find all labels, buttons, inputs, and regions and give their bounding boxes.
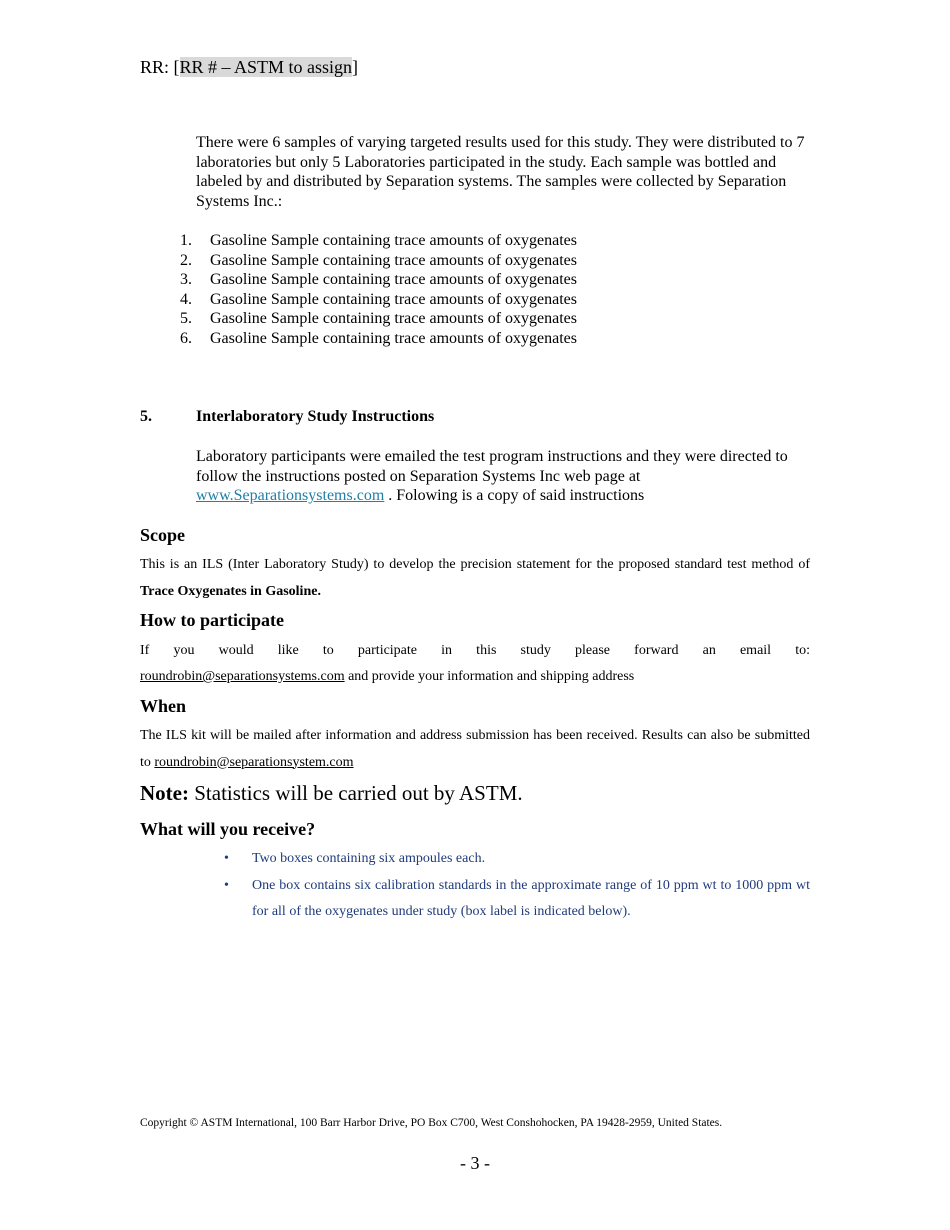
participate-line: If you would like to participate in this study please forward an email to:: [140, 643, 810, 658]
receive-list: [224, 846, 810, 926]
participate-heading: How to participate: [140, 610, 284, 630]
list-text: Gasoline Sample containing trace amounts of oxygenates: [210, 271, 578, 289]
section-text-after: . Folowing is a copy of said instructions: [384, 487, 645, 505]
bullet-icon: •: [224, 877, 229, 893]
participate-paragraph: [140, 664, 810, 691]
copyright-footer: Copyright © ASTM International, 100 Barr Harbor Drive, PO Box C700, West Conshohocken, PA 19428-2959, United States.: [140, 1117, 723, 1129]
scope-paragraph: [140, 552, 810, 605]
list-item: [180, 290, 577, 310]
participate-text-after: and provide your information and shipping address: [344, 669, 635, 684]
header-highlight: RR # – ASTM to assign: [179, 57, 353, 77]
list-number: 1.: [180, 232, 192, 249]
intro-paragraph: There were 6 samples of varying targeted results used for this study. They were distributed to 7 laboratories but only 5 Laboratories participated in the study. Each sample was bottled and labeled by and distributed by Separation systems. The samples were collected by Separation Systems Inc.:: [196, 134, 805, 210]
list-item: [180, 329, 577, 349]
list-item: [180, 251, 577, 271]
when-heading: When: [140, 696, 187, 716]
note-line: [140, 781, 523, 806]
list-number: 4.: [180, 290, 192, 308]
scope-bold-text: Trace Oxygenates in Gasoline.: [140, 583, 321, 599]
list-number: 3.: [180, 271, 192, 289]
when-text: The ILS kit will be mailed after information and address submission has been received. Results can also be submitted to: [140, 728, 810, 770]
receive-heading: What will you receive?: [140, 819, 316, 839]
list-item: [180, 270, 577, 290]
website-link[interactable]: www.Separationsystems.com: [196, 487, 385, 505]
scope-text: This is an ILS (Inter Laboratory Study) to develop the precision statement for the proposed standard test method of: [140, 557, 810, 572]
bullet-text: Two boxes containing six ampoules each.: [252, 851, 486, 866]
page-header: [140, 56, 358, 78]
list-number: 5.: [180, 310, 192, 328]
header-suffix: ]: [352, 57, 359, 77]
note-label: Note:: [140, 781, 189, 805]
when-paragraph: [140, 723, 810, 776]
participate-email-link[interactable]: roundrobin@separationsystems.com: [140, 669, 345, 684]
header-prefix: RR: [: [140, 57, 180, 77]
section-number: 5.: [140, 408, 152, 425]
bullet-icon: •: [224, 851, 229, 866]
bullet-text: One box contains six calibration standards in the approximate range of 10 ppm wt to 1000 ppm wt for all of the oxygenates under study (box label is indicated below).: [252, 877, 810, 919]
section-paragraph: [196, 447, 816, 506]
section-text: Laboratory participants were emailed the test program instructions and they were directed to follow the instructions posted on Separation Systems Inc web page at: [196, 448, 788, 485]
list-text: Gasoline Sample containing trace amounts of oxygenates: [210, 290, 578, 308]
list-text: Gasoline Sample containing trace amounts of oxygenates: [210, 310, 578, 328]
list-text: Gasoline Sample containing trace amounts of oxygenates: [210, 232, 578, 249]
sample-list: [180, 231, 577, 349]
list-number: 2.: [180, 251, 192, 269]
when-email-link[interactable]: roundrobin@separationsystem.com: [154, 754, 354, 770]
list-item: [224, 846, 810, 873]
list-item: [180, 231, 577, 251]
note-text: Statistics will be carried out by ASTM.: [188, 781, 523, 805]
list-item: [180, 309, 577, 329]
list-text: Gasoline Sample containing trace amounts of oxygenates: [210, 251, 578, 269]
page-number: - 3 -: [460, 1153, 490, 1173]
list-item: [224, 873, 810, 926]
section-title: Interlaboratory Study Instructions: [196, 408, 435, 425]
scope-heading: Scope: [140, 525, 185, 545]
list-text: Gasoline Sample containing trace amounts of oxygenates: [210, 329, 578, 347]
list-number: 6.: [180, 329, 192, 347]
